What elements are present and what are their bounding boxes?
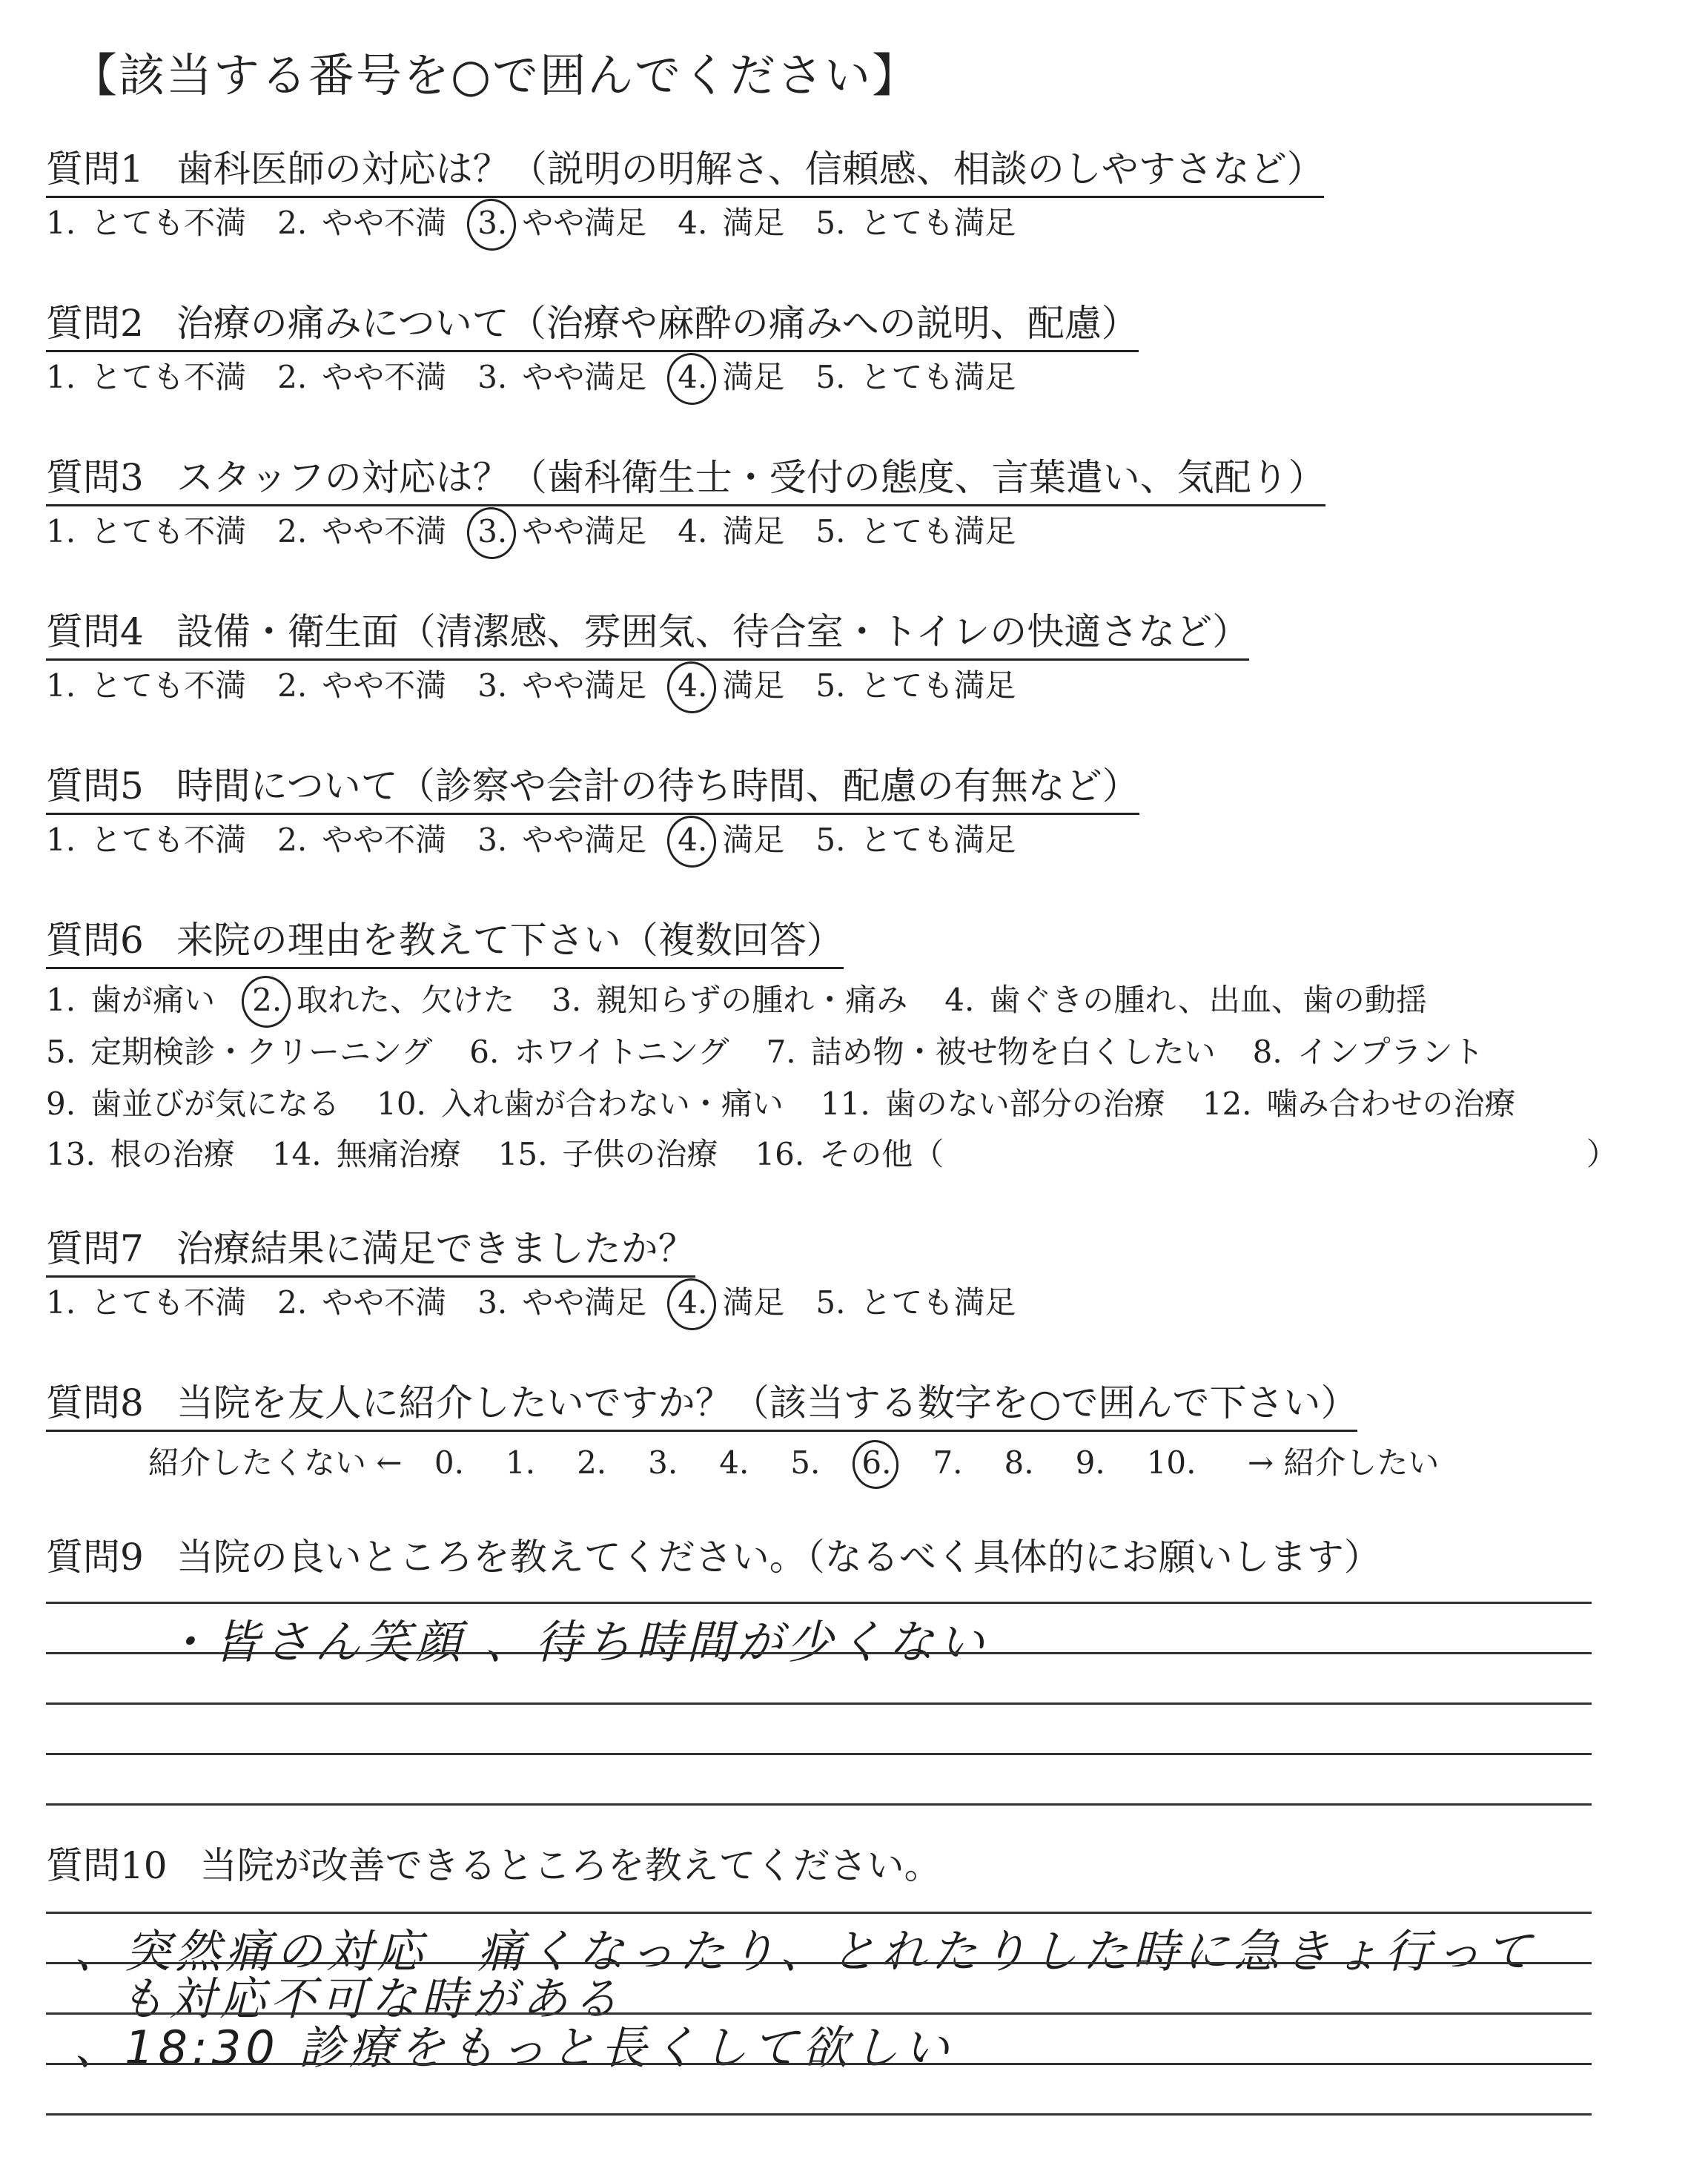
option-label: とても不満 [90,822,247,858]
question-2-options [46,359,1047,396]
answer-line [46,1602,1592,1604]
option-2-selected[interactable] [252,976,514,1020]
option-label: 歯ぐきの腫れ、出血、歯の動揺 [989,982,1427,1018]
option-label: 満足 [722,667,785,704]
question-3-title [46,457,1325,506]
option-label: 根の治療 [110,1136,235,1172]
option-label: やや不満 [322,1284,447,1321]
option-label: とても不満 [90,667,247,704]
option-number: 7. [766,1034,796,1070]
option-number: 1. [46,205,76,241]
option-label: 入れ歯が合わない・痛い [440,1086,784,1122]
option-6[interactable] [469,1028,729,1072]
answer-line [46,2113,1592,2116]
option-10[interactable] [377,1080,784,1124]
option-16[interactable] [755,1130,944,1175]
answer-line [46,1652,1592,1654]
question-9-title [46,1536,1381,1584]
option-label: その他（ [819,1136,944,1172]
option-1[interactable] [46,667,246,704]
scale-2[interactable]: 2. [577,1444,607,1481]
option-label: とても満足 [860,205,1016,241]
option-label: やや満足 [522,359,647,395]
question-5-title [46,765,1139,815]
option-label: とても満足 [860,359,1016,395]
option-3[interactable] [477,667,646,704]
option-number: 2. [277,205,308,241]
option-label: 歯が痛い [90,982,216,1018]
scale-4[interactable]: 4. [719,1444,749,1481]
question-text: 治療結果に満足できましたか？ [176,1227,695,1270]
option-number: 1. [46,1284,76,1321]
option-2[interactable] [277,359,446,396]
scale-7[interactable]: 7. [933,1444,963,1481]
option-label: やや不満 [322,359,447,395]
option-2[interactable] [277,205,446,242]
answer-line [46,1702,1592,1705]
question-number: 質問2 [46,302,144,345]
option-number: 1. [46,513,76,549]
option-number: 3. [477,667,508,704]
question-number: 質問9 [46,1536,144,1579]
question-number: 質問7 [46,1227,144,1270]
option-3[interactable] [477,822,646,859]
option-5[interactable] [815,822,1016,859]
option-number: 3. [477,205,508,241]
option-label: 歯のない部分の治療 [884,1086,1165,1122]
question-6-options-row-4 [46,1130,981,1175]
question-7-title [46,1228,695,1278]
page-heading: 【該当する番号を○で囲んでください】 [71,48,920,102]
option-label: とても満足 [860,667,1016,704]
option-1[interactable] [46,359,246,396]
option-number: 6. [469,1034,500,1070]
option-3-selected[interactable] [477,513,646,550]
answer-line [46,1753,1592,1755]
option-14[interactable] [272,1130,461,1175]
option-label: とても不満 [90,513,247,549]
option-label: 満足 [722,1284,785,1321]
option-number: 2. [277,667,308,704]
option-1[interactable] [46,205,246,242]
question-number: 質問6 [46,919,144,962]
question-text: 時間について（診察や会計の待ち時間、配慮の有無など） [176,764,1139,807]
question-text: 当院の良いところを教えてください。（なるべく具体的にお願いします） [176,1536,1381,1579]
option-4[interactable] [678,205,784,242]
option-number: 2. [277,1284,308,1321]
option-label: インプラント [1297,1034,1484,1070]
option-label: 無痛治療 [336,1136,461,1172]
option-label: とても満足 [860,513,1016,549]
q10-handwritten-answer-line-1[interactable]: 、突然痛の対応 痛くなったり、とれたりした時に急きょ行って [74,1924,1537,1978]
scale-10[interactable]: 10. [1146,1444,1196,1481]
option-13[interactable] [46,1130,235,1175]
option-9[interactable] [46,1080,340,1124]
option-4-selected[interactable] [678,1284,784,1321]
other-close-paren: ） [1586,1136,1618,1172]
question-1-options [46,205,1047,242]
option-label: 歯並びが気になる [90,1086,340,1122]
option-number: 3. [552,982,582,1018]
option-number: 5. [815,205,846,241]
option-number: 2. [277,513,308,549]
option-2[interactable] [277,513,446,550]
option-15[interactable] [498,1130,718,1175]
option-2[interactable] [277,822,446,859]
question-number: 質問4 [46,610,144,653]
option-number: 15. [497,1136,548,1172]
question-6-options-row-3 [46,1080,1553,1124]
question-6-options-row-2 [46,1028,1521,1072]
option-8[interactable] [1253,1028,1484,1072]
q10-handwritten-answer-line-3[interactable]: 、18:30 診療をもっと長くして欲しい [74,2021,954,2075]
scale-right-label: → 紹介したい [1247,1444,1440,1481]
option-number: 4. [678,822,708,858]
question-number: 質問3 [46,456,144,499]
question-number: 質問8 [46,1381,144,1424]
option-number: 8. [1252,1034,1282,1070]
option-7[interactable] [767,1028,1216,1072]
answer-line [46,1912,1592,1914]
option-2[interactable] [277,667,446,704]
option-number: 5. [815,822,846,858]
question-5-options [46,822,1047,859]
option-number: 4. [678,205,708,241]
option-label: とても満足 [860,822,1016,858]
option-number: 2. [277,822,308,858]
option-number: 5. [815,1284,846,1321]
option-number: 4. [944,982,975,1018]
option-number: 14. [271,1136,322,1172]
option-number: 5. [815,513,846,549]
recommend-scale [148,1439,1461,1483]
option-3[interactable] [477,359,646,396]
question-10-title [46,1845,941,1892]
question-text: スタッフの対応は？（歯科衛生士・受付の態度、言葉遣い、気配り） [176,456,1325,499]
option-5[interactable] [815,513,1016,550]
question-2-title [46,303,1139,352]
option-number: 1. [46,982,76,1018]
option-number: 1. [46,667,76,704]
option-label: 定期検診・クリーニング [90,1034,433,1070]
option-label: 子供の治療 [562,1136,718,1172]
scale-0[interactable]: 0. [434,1444,464,1481]
option-1[interactable] [46,976,215,1020]
scale-3[interactable]: 3. [648,1444,678,1481]
scale-9[interactable]: 9. [1075,1444,1105,1481]
question-text: 当院を友人に紹介したいですか？（該当する数字を○で囲んで下さい） [176,1381,1358,1424]
option-12[interactable] [1202,1080,1516,1124]
option-label: やや不満 [322,205,447,241]
option-label: 満足 [722,359,785,395]
question-6-title [46,919,844,969]
option-label: やや満足 [522,1284,647,1321]
option-number: 4. [678,513,708,549]
scale-left-label: 紹介したくない ← [148,1444,403,1481]
option-1[interactable] [46,1284,246,1321]
option-label: やや満足 [522,667,647,704]
option-label: とても満足 [860,1284,1016,1321]
option-number: 13. [46,1136,96,1172]
question-6-options-row-1 [46,976,1464,1020]
option-3[interactable] [552,976,907,1020]
answer-line [46,1803,1592,1806]
question-text: 来院の理由を教えて下さい（複数回答） [176,919,844,962]
option-5[interactable] [815,667,1016,704]
q9-handwritten-answer[interactable]: ・皆さん笑顔 、待ち時間が少くない [163,1615,989,1669]
question-number: 質問5 [46,764,144,807]
option-5[interactable] [815,1284,1016,1321]
option-number: 3. [477,359,508,395]
option-11[interactable] [821,1080,1165,1124]
option-label: 満足 [722,822,785,858]
option-label: やや不満 [322,513,447,549]
option-number: 1. [46,359,76,395]
question-4-title [46,611,1249,661]
option-label: 満足 [722,513,785,549]
option-number: 4. [678,1284,708,1321]
option-number: 4. [678,667,708,704]
q10-handwritten-answer-line-2[interactable]: も対応不可な時がある [119,1972,623,2026]
option-number: 12. [1202,1086,1252,1122]
option-1[interactable] [46,822,246,859]
question-number: 質問1 [46,148,144,191]
option-label: やや満足 [522,822,647,858]
question-3-options [46,513,1047,550]
option-4[interactable] [678,513,784,550]
option-label: やや満足 [522,205,647,241]
question-text: 当院が改善できるところを教えてください。 [199,1844,941,1887]
option-number: 10. [377,1086,426,1122]
option-3-selected[interactable] [477,205,646,242]
scale-8[interactable]: 8. [1004,1444,1034,1481]
option-number: 3. [477,1284,508,1321]
option-number: 9. [46,1086,76,1122]
question-8-title [46,1382,1357,1432]
question-text: 歯科医師の対応は？（説明の明解さ、信頼感、相談のしやすさなど） [176,148,1324,191]
option-label: とても不満 [90,205,247,241]
scale-1[interactable]: 1. [505,1444,536,1481]
question-number: 質問10 [46,1844,168,1887]
option-number: 3. [477,822,508,858]
option-label: 詰め物・被せ物を白くしたい [810,1034,1216,1070]
option-label: 取れた、欠けた [297,982,515,1018]
option-label: ホワイトニング [514,1034,729,1070]
option-4-selected[interactable] [678,822,784,859]
option-number: 5. [815,667,846,704]
option-number: 3. [477,513,508,549]
question-text: 治療の痛みについて（治療や麻酔の痛みへの説明、配慮） [176,302,1139,345]
option-label: やや不満 [322,667,447,704]
option-1[interactable] [46,513,246,550]
option-number: 16. [755,1136,805,1172]
scale-6-selected[interactable]: 6. [861,1444,892,1481]
option-label: やや不満 [322,822,447,858]
option-label: 親知らずの腫れ・痛み [596,982,908,1018]
option-number: 1. [46,822,76,858]
option-number: 4. [678,359,708,395]
scale-5[interactable]: 5. [790,1444,821,1481]
question-4-options [46,667,1047,704]
option-5[interactable] [815,359,1016,396]
option-number: 5. [46,1034,76,1070]
option-5[interactable] [815,205,1016,242]
option-3[interactable] [477,1284,646,1321]
option-label: 満足 [722,205,785,241]
option-number: 5. [815,359,846,395]
option-label: やや満足 [522,513,647,549]
question-text: 設備・衛生面（清潔感、雰囲気、待合室・トイレの快適さなど） [176,610,1250,653]
question-1-title [46,148,1324,198]
option-number: 2. [277,359,308,395]
option-4-selected[interactable] [678,667,784,704]
option-4-selected[interactable] [678,359,784,396]
option-label: とても不満 [90,1284,247,1321]
option-5[interactable] [46,1028,432,1072]
option-label: 噛み合わせの治療 [1266,1086,1516,1122]
question-7-options [46,1284,1047,1321]
option-4[interactable] [944,976,1427,1020]
option-number: 2. [252,982,282,1018]
option-2[interactable] [277,1284,446,1321]
answer-line [46,2063,1592,2065]
option-number: 11. [820,1086,870,1122]
option-label: とても不満 [90,359,247,395]
